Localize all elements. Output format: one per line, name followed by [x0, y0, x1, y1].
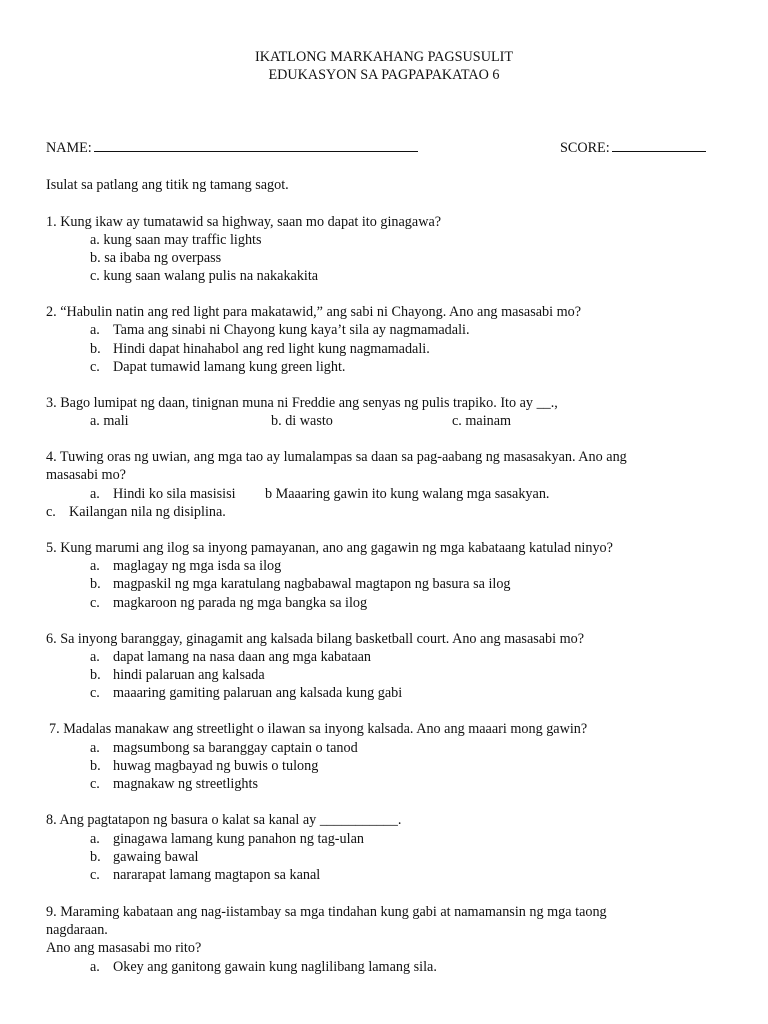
- option-letter: a.: [90, 649, 100, 665]
- q4-option-b[interactable]: b Maaaring gawin ito kung walang mga sasakyan.: [265, 486, 550, 502]
- question-8: 8. Ang pagtatapon ng basura o kalat sa kanal ay ___________.: [46, 812, 402, 828]
- q3-option-c[interactable]: c. mainam: [452, 413, 512, 429]
- question-9-line-1: 9. Maraming kabataan ang nag-iistambay sa mga tindahan kung gabi at namamansin ng mga taong: [46, 904, 607, 920]
- q6-option-c[interactable]: [90, 684, 402, 702]
- q9-option-a[interactable]: [90, 958, 437, 976]
- q8-option-b[interactable]: [90, 848, 199, 866]
- option-letter: c.: [46, 504, 56, 520]
- option-text: magsumbong sa baranggay captain o tanod: [113, 740, 358, 756]
- option-text: Hindi dapat hinahabol ang red light kung nagmamadali.: [113, 341, 430, 357]
- q1-option-b[interactable]: b. sa ibaba ng overpass: [90, 250, 222, 266]
- option-text: Kailangan nila ng disiplina.: [69, 504, 226, 520]
- option-letter: b.: [90, 758, 101, 774]
- question-4-line-2: masasabi mo?: [46, 467, 126, 483]
- option-letter: b.: [90, 341, 101, 357]
- q5-option-c[interactable]: [90, 594, 367, 612]
- option-letter: a.: [90, 959, 100, 975]
- exam-subject: EDUKASYON SA PAGPAPAKATAO 6: [268, 67, 500, 83]
- option-text: magpaskil ng mga karatulang nagbabawal magtapon ng basura sa ilog: [113, 576, 511, 592]
- q5-option-b[interactable]: [90, 575, 511, 593]
- option-text: ginagawa lamang kung panahon ng tag-ulan: [113, 831, 364, 847]
- option-text: Dapat tumawid lamang kung green light.: [113, 359, 346, 375]
- option-letter: b.: [90, 849, 101, 865]
- name-blank[interactable]: [94, 139, 418, 152]
- option-letter: a.: [90, 486, 100, 502]
- question-4-line-1: 4. Tuwing oras ng uwian, ang mga tao ay lumalampas sa daan sa pag-aabang ng masasakyan. Ano ang: [46, 449, 627, 465]
- question-7: 7. Madalas manakaw ang streetlight o ilawan sa inyong kalsada. Ano ang maaari mong gawin?: [49, 721, 588, 737]
- q7-option-c[interactable]: [90, 775, 258, 793]
- q2-option-a[interactable]: [90, 321, 470, 339]
- option-letter: c.: [90, 359, 100, 375]
- option-text: huwag magbayad ng buwis o tulong: [113, 758, 319, 774]
- q7-option-a[interactable]: [90, 739, 358, 757]
- option-text: dapat lamang na nasa daan ang mga kabataan: [113, 649, 372, 665]
- q1-option-c[interactable]: c. kung saan walang pulis na nakakakita: [90, 268, 319, 284]
- q7-option-b[interactable]: [90, 757, 318, 775]
- q8-option-c[interactable]: [90, 866, 320, 884]
- option-text: Tama ang sinabi ni Chayong kung kaya’t sila ay nagmamadali.: [113, 322, 470, 338]
- option-letter: c.: [90, 867, 100, 883]
- score-field[interactable]: [560, 139, 706, 157]
- option-text: Okey ang ganitong gawain kung naglilibang lamang sila.: [113, 959, 437, 975]
- question-5: 5. Kung marumi ang ilog sa inyong pamayanan, ano ang gagawin ng mga kabataang katulad ninyo?: [46, 540, 613, 556]
- option-letter: a.: [90, 740, 100, 756]
- option-letter: c.: [90, 776, 100, 792]
- exam-title: IKATLONG MARKAHANG PAGSUSULIT: [254, 49, 513, 65]
- option-letter: a.: [90, 831, 100, 847]
- score-blank[interactable]: [612, 139, 706, 152]
- name-label: NAME:: [46, 140, 92, 156]
- q2-option-c[interactable]: [90, 358, 345, 376]
- option-letter: b.: [90, 576, 101, 592]
- option-text: gawaing bawal: [113, 849, 199, 865]
- option-text: maaaring gamiting palaruan ang kalsada kung gabi: [113, 685, 403, 701]
- q2-option-b[interactable]: [90, 340, 430, 358]
- option-text: Hindi ko sila masisisi: [113, 486, 236, 502]
- q3-option-a[interactable]: a. mali: [90, 413, 129, 429]
- option-text: magnakaw ng streetlights: [113, 776, 258, 792]
- question-9-line-2: nagdaraan.: [46, 922, 108, 938]
- q3-option-b[interactable]: b. di wasto: [271, 413, 333, 429]
- option-text: maglagay ng mga isda sa ilog: [113, 558, 282, 574]
- option-letter: c.: [90, 685, 100, 701]
- q6-option-a[interactable]: [90, 648, 371, 666]
- q1-option-a[interactable]: a. kung saan may traffic lights: [90, 232, 262, 248]
- q6-option-b[interactable]: [90, 666, 265, 684]
- option-text: magkaroon ng parada ng mga bangka sa ilog: [113, 595, 368, 611]
- option-text: nararapat lamang magtapon sa kanal: [113, 867, 321, 883]
- option-text: hindi palaruan ang kalsada: [113, 667, 265, 683]
- question-6: 6. Sa inyong baranggay, ginagamit ang kalsada bilang basketball court. Ano ang masasabi mo?: [46, 631, 585, 647]
- option-letter: a.: [90, 322, 100, 338]
- q4-option-a[interactable]: [90, 485, 236, 503]
- question-1: 1. Kung ikaw ay tumatawid sa highway, saan mo dapat ito ginagawa?: [46, 214, 442, 230]
- option-letter: c.: [90, 595, 100, 611]
- instruction: Isulat sa patlang ang titik ng tamang sagot.: [46, 177, 289, 193]
- question-9-line-3: Ano ang masasabi mo rito?: [46, 940, 202, 956]
- q8-option-a[interactable]: [90, 830, 364, 848]
- option-letter: a.: [90, 558, 100, 574]
- question-3: 3. Bago lumipat ng daan, tinignan muna ni Freddie ang senyas ng pulis trapiko. Ito ay __.,: [46, 395, 558, 411]
- option-letter: b.: [90, 667, 101, 683]
- score-label: SCORE:: [560, 140, 610, 156]
- question-2: 2. “Habulin natin ang red light para makatawid,” ang sabi ni Chayong. Ano ang masasabi mo?: [46, 304, 582, 320]
- name-field[interactable]: [46, 139, 418, 157]
- q4-option-c[interactable]: [46, 503, 226, 521]
- q5-option-a[interactable]: [90, 557, 281, 575]
